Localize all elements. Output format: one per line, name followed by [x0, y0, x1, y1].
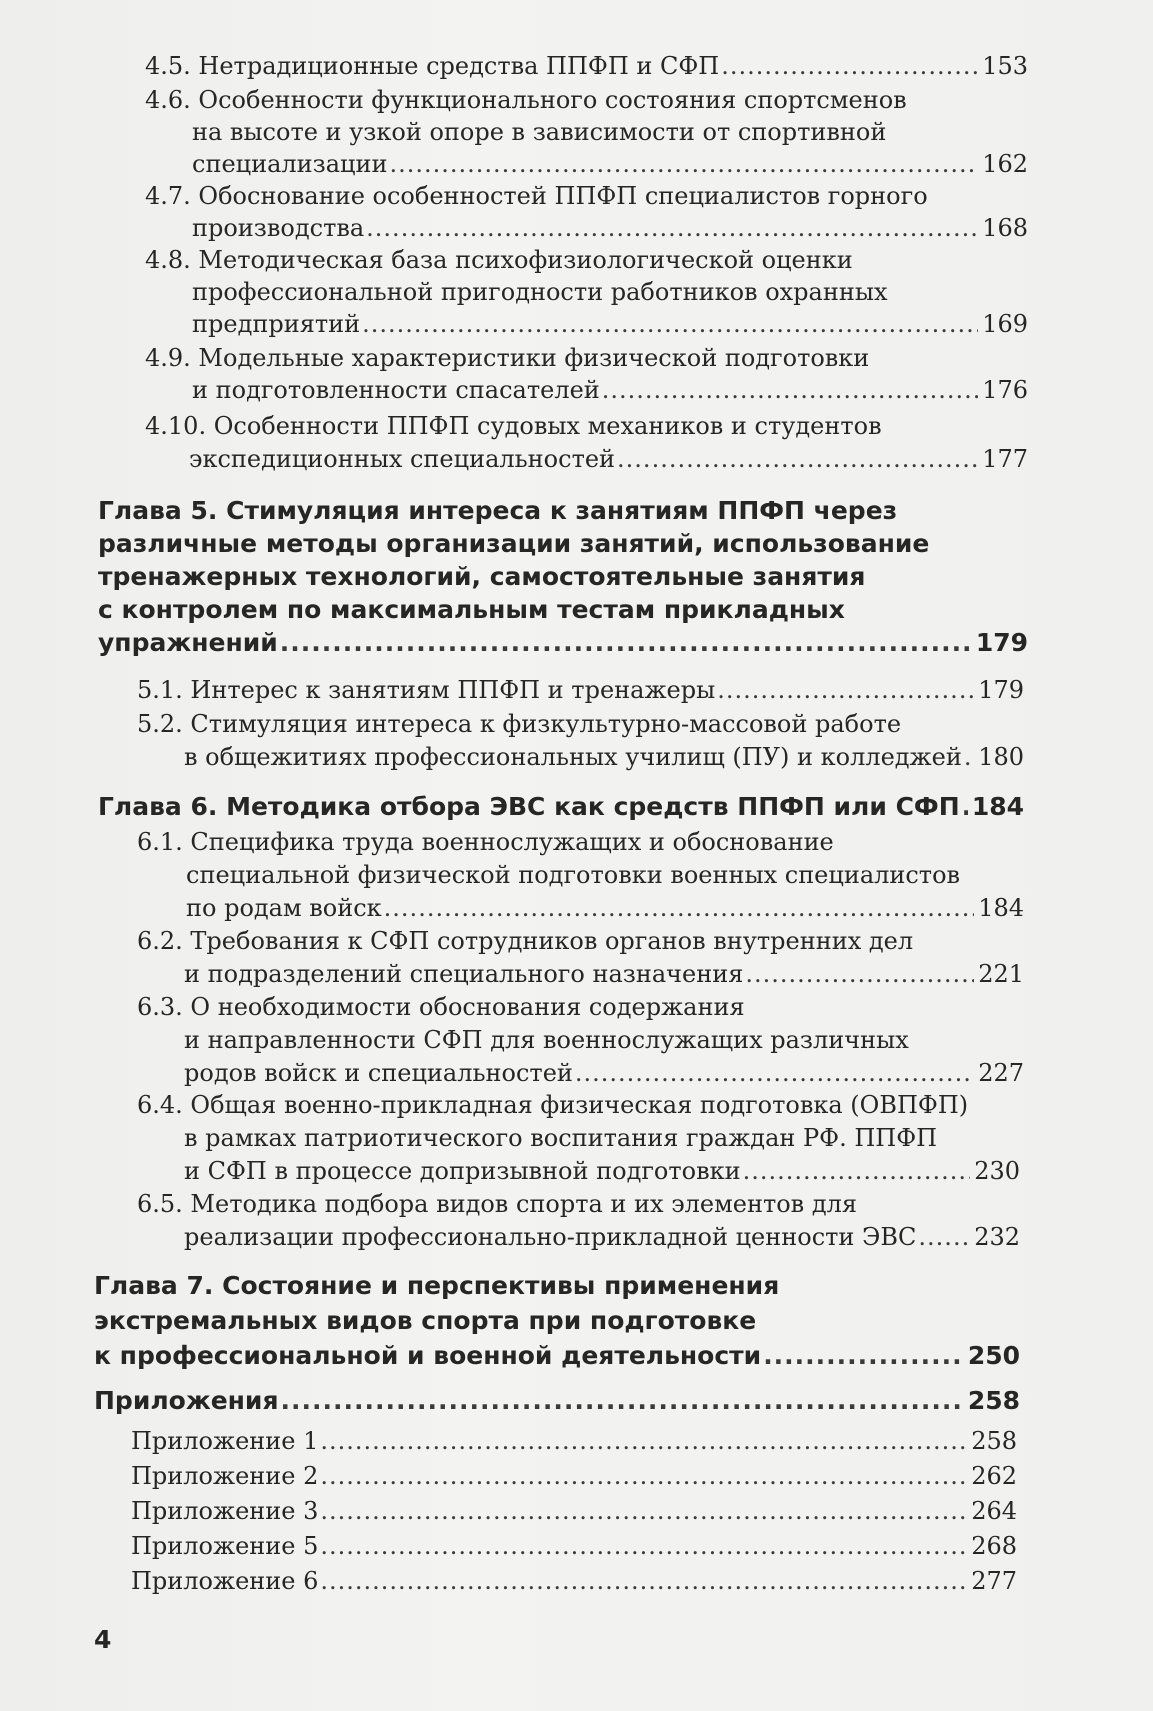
toc-entry-title-line: Приложение 1 — [131, 1427, 319, 1455]
dot-leader — [384, 894, 975, 922]
toc-entry-title-line: 4.8. Методическая база психофизиологической оценки — [145, 246, 853, 274]
toc-page-number: 179 — [975, 628, 1028, 657]
toc-entry-title-line: 4.6. Особенности функционального состояния спортсменов — [145, 86, 907, 114]
toc-entry-title-line: 4.7. Обоснование особенностей ППФП специалистов горного — [145, 182, 928, 210]
toc-entry-title-line: 6.5. Методика подбора видов спорта и их элементов для — [137, 1190, 857, 1218]
toc-entry-title-line: тренажерных технологий, самостоятельные занятия — [98, 562, 866, 591]
dot-leader — [389, 150, 978, 178]
toc-page-number: 153 — [982, 52, 1028, 80]
toc-entry-title-line: на высоте и узкой опоре в зависимости от спортивной — [192, 118, 887, 146]
toc-entry-title-line: Приложение 6 — [131, 1567, 319, 1595]
toc-entry-title-line: производства — [192, 214, 365, 242]
toc-entry-title-line: упражнений — [98, 628, 278, 657]
toc-page-number: 184 — [978, 894, 1024, 922]
toc-entry-title-line: Глава 7. Состояние и перспективы применения — [94, 1271, 780, 1300]
toc-entry-title-line: предприятий — [192, 310, 361, 338]
toc-page-number: 250 — [967, 1341, 1020, 1370]
dot-leader — [320, 1532, 967, 1560]
toc-entry-title-line: 6.1. Специфика труда военнослужащих и обоснование — [137, 828, 834, 856]
toc-page-number: 262 — [971, 1462, 1017, 1490]
toc-entry-title-line: 6.3. О необходимости обоснования содержания — [137, 993, 745, 1021]
toc-entry-title-line: 5.2. Стимуляция интереса к физкультурно-массовой работе — [137, 710, 902, 738]
toc-entry-title-line: 5.1. Интерес к занятиям ППФП и тренажеры — [137, 676, 716, 704]
dot-leader — [320, 1567, 967, 1595]
dot-leader — [575, 1059, 974, 1087]
dot-leader — [964, 743, 974, 771]
toc-entry-title-line: к профессиональной и военной деятельности — [94, 1341, 762, 1370]
dot-leader — [602, 376, 978, 404]
toc-entry-title-line: и СФП в процессе допризывной подготовки — [184, 1157, 741, 1185]
toc-page-number: 177 — [982, 445, 1028, 473]
toc-page-number: 179 — [978, 676, 1024, 704]
toc-entry-title-line: 4.5. Нетрадиционные средства ППФП и СФП — [145, 52, 720, 80]
toc-entry-title-line: Глава 5. Стимуляция интереса к занятиям ППФП через — [98, 496, 898, 525]
toc-entry-title-line: в общежитиях профессиональных училищ (ПУ) и колледжей — [184, 743, 962, 771]
dot-leader — [763, 1341, 964, 1370]
dot-leader — [918, 1223, 970, 1251]
toc-entry-title-line: с контролем по максимальным тестам прикладных — [98, 595, 845, 624]
toc-entry-title-line: различные методы организации занятий, использование — [98, 529, 930, 558]
toc-entry-title-line: родов войск и специальностей — [184, 1059, 573, 1087]
toc-entry-title-line: и направленности СФП для военнослужащих различных — [184, 1026, 909, 1054]
toc-entry-title-line: 6.4. Общая военно-прикладная физическая подготовка (ОВПФП) — [137, 1091, 969, 1119]
toc-entry-title-line: по родам войск — [186, 894, 382, 922]
dot-leader — [320, 1462, 967, 1490]
toc-page-number: 227 — [978, 1059, 1024, 1087]
toc-entry-title-line: и подразделений специального назначения — [184, 960, 744, 988]
toc-entry-title-line: экспедиционных специальностей — [189, 445, 616, 473]
toc-entry-title-line: Глава 6. Методика отбора ЭВС как средств ППФП или СФП — [98, 792, 960, 821]
toc-entry-title-line: и подготовленности спасателей — [192, 376, 600, 404]
toc-entry-title-line: Приложение 5 — [131, 1532, 319, 1560]
toc-entry-title-line: Приложения — [94, 1386, 279, 1415]
dot-leader — [280, 628, 972, 657]
toc-page-number: 176 — [982, 376, 1028, 404]
dot-leader — [320, 1497, 967, 1525]
dot-leader — [366, 214, 978, 242]
toc-page-number: 277 — [971, 1567, 1017, 1595]
toc-entry-title-line: профессиональной пригодности работников охранных — [192, 278, 888, 306]
toc-page-number: 180 — [978, 743, 1024, 771]
dot-leader — [745, 960, 974, 988]
toc-entry-title-line: 6.2. Требования к СФП сотрудников органов внутренних дел — [137, 927, 914, 955]
toc-entry-title-line: реализации профессионально-прикладной ценности ЭВС — [184, 1223, 917, 1251]
toc-page-number: 221 — [978, 960, 1024, 988]
toc-page-number: 184 — [971, 792, 1024, 821]
toc-entry-title-line: 4.9. Модельные характеристики физической подготовки — [145, 344, 870, 372]
toc-entry-title-line: в рамках патриотического воспитания граждан РФ. ППФП — [184, 1124, 938, 1152]
toc-page-number: 232 — [974, 1223, 1020, 1251]
toc-entry-title-line: 4.10. Особенности ППФП судовых механиков и студентов — [145, 412, 882, 440]
dot-leader — [617, 445, 978, 473]
dot-leader — [362, 310, 978, 338]
toc-entry-title-line: Приложение 3 — [131, 1497, 319, 1525]
dot-leader — [717, 676, 974, 704]
toc-entry-title-line: специальной физической подготовки военных специалистов — [186, 861, 961, 889]
toc-entry-title-line: специализации — [192, 150, 388, 178]
toc-page-number: 268 — [971, 1532, 1017, 1560]
toc-page-number: 169 — [982, 310, 1028, 338]
toc-page-number: 230 — [974, 1157, 1020, 1185]
dot-leader — [743, 1157, 971, 1185]
toc-entry-title-line: Приложение 2 — [131, 1462, 319, 1490]
toc-page-number: 162 — [982, 150, 1028, 178]
dot-leader — [320, 1427, 967, 1455]
toc-page-number: 258 — [971, 1427, 1017, 1455]
dot-leader — [721, 52, 978, 80]
toc-page-number: 258 — [967, 1386, 1020, 1415]
toc-entry-title-line: экстремальных видов спорта при подготовке — [94, 1306, 757, 1335]
page-number: 4 — [94, 1625, 112, 1654]
dot-leader — [281, 1386, 964, 1415]
toc-page-number: 168 — [982, 214, 1028, 242]
dot-leader — [962, 792, 968, 821]
toc-page-number: 264 — [971, 1497, 1017, 1525]
